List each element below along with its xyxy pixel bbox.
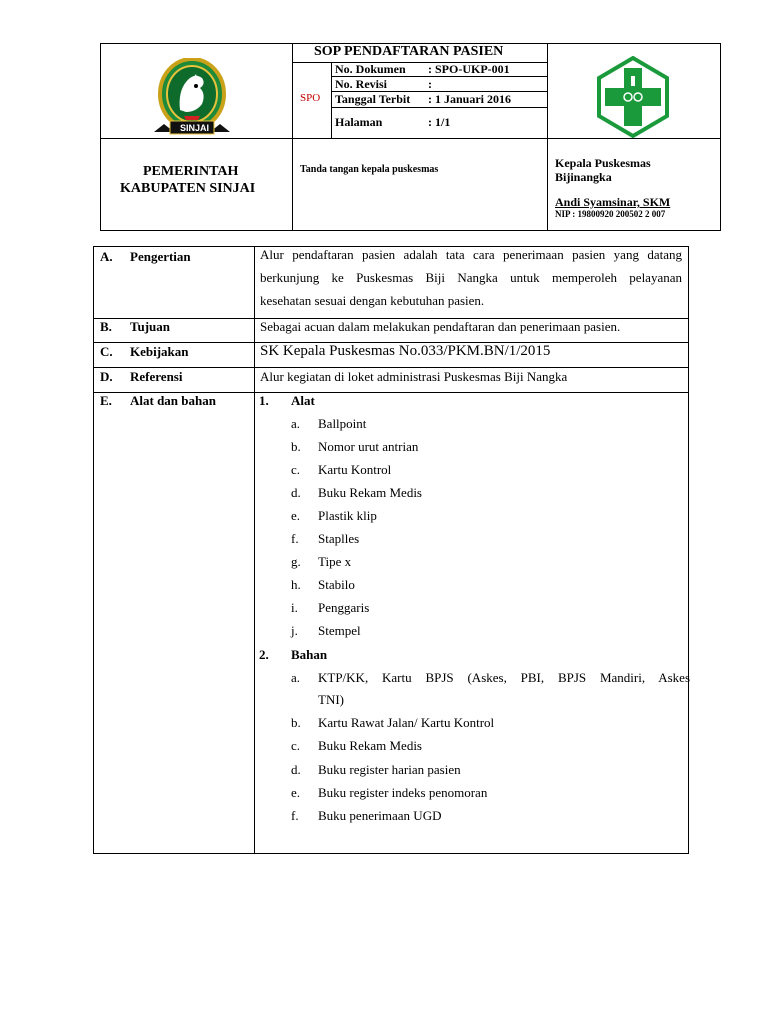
meta-value: : 1 Januari 2016: [428, 92, 512, 106]
text-line: berkunjung ke Puskesmas Biji Nangka untuk memperoleh pelayanan: [260, 270, 682, 285]
kebijakan-text: SK Kepala Puskesmas No.033/PKM.BN/1/2015: [260, 343, 551, 359]
section-letter: E.: [100, 393, 112, 408]
head-title-line-2: Bijinangka: [555, 170, 612, 184]
list-item: Penggaris: [318, 600, 370, 615]
list-item-letter: e.: [291, 508, 301, 523]
list-item: Buku register harian pasien: [318, 762, 461, 777]
section-letter: D.: [100, 369, 113, 384]
list-item-letter: c.: [291, 462, 301, 477]
sinjai-logo: [150, 58, 234, 140]
tujuan-text: Sebagai acuan dalam melakukan pendaftaran dan penerimaan pasien.: [260, 319, 621, 334]
spo-label: SPO: [300, 92, 321, 104]
list-number: 1.: [259, 393, 269, 408]
list-item: Plastik klip: [318, 508, 377, 523]
list-item: Buku register indeks penomoran: [318, 785, 488, 800]
list-item-letter: c.: [291, 738, 301, 753]
page-title: SOP PENDAFTARAN PASIEN: [314, 44, 504, 59]
divider: [94, 367, 688, 368]
list-number: 2.: [259, 647, 269, 662]
list-item-continuation: TNI): [318, 692, 344, 707]
meta-value: :: [428, 77, 432, 91]
section-title: Referensi: [130, 369, 183, 384]
text-line: kesehatan sesuai dengan kebutuhan pasien.: [260, 293, 485, 308]
list-item: Kartu Kontrol: [318, 462, 392, 477]
list-item-letter: g.: [291, 554, 301, 569]
section-title: Kebijakan: [130, 344, 189, 359]
section-title: Tujuan: [130, 319, 170, 334]
list-item-letter: a.: [291, 670, 301, 685]
list-item: Buku Rekam Medis: [318, 738, 422, 753]
divider: [331, 107, 547, 108]
signature-label: Tanda tangan kepala puskesmas: [300, 164, 439, 175]
government-line-1: PEMERINTAH: [143, 164, 239, 179]
logo-text: SINJAI: [180, 123, 210, 133]
list-item: KTP/KK, Kartu BPJS (Askes, PBI, BPJS Mandiri, Askes: [318, 670, 690, 685]
head-title-line-1: Kepala Puskesmas: [555, 156, 651, 170]
list-item: Stempel: [318, 623, 361, 638]
list-item-letter: a.: [291, 416, 301, 431]
meta-label: Tanggal Terbit: [335, 92, 411, 106]
meta-value: : 1/1: [428, 115, 451, 129]
section-title: Pengertian: [130, 249, 191, 264]
section-letter: B.: [100, 319, 112, 334]
head-nip: NIP : 19800920 200502 2 007: [555, 209, 666, 219]
meta-label: Halaman: [335, 115, 383, 129]
section-title: Alat dan bahan: [130, 393, 216, 408]
list-item-letter: j.: [291, 623, 298, 638]
list-item-letter: f.: [291, 808, 299, 823]
list-item: Ballpoint: [318, 416, 367, 431]
list-item: Tipe x: [318, 554, 352, 569]
divider: [331, 62, 332, 139]
section-letter: A.: [100, 249, 113, 264]
list-item: Kartu Rawat Jalan/ Kartu Kontrol: [318, 715, 495, 730]
referensi-text: Alur kegiatan di loket administrasi Puskesmas Biji Nangka: [260, 369, 568, 384]
pengertian-text: [260, 243, 682, 312]
list-heading: Alat: [291, 393, 315, 408]
list-heading: Bahan: [291, 647, 328, 662]
list-item: Buku Rekam Medis: [318, 485, 422, 500]
list-item-letter: i.: [291, 600, 298, 615]
text-line: Alur pendaftaran pasien adalah tata cara penerimaan pasien yang datang: [260, 247, 682, 262]
list-item: Nomor urut antrian: [318, 439, 419, 454]
meta-value: : SPO-UKP-001: [428, 62, 510, 76]
puskesmas-cross-logo: [595, 56, 671, 138]
meta-label: No. Dokumen: [335, 62, 406, 76]
list-item-letter: d.: [291, 762, 301, 777]
list-item-letter: b.: [291, 715, 301, 730]
government-line-2: KABUPATEN SINJAI: [120, 181, 256, 196]
list-item: Buku penerimaan UGD: [318, 808, 442, 823]
list-item-letter: d.: [291, 485, 301, 500]
meta-label: No. Revisi: [335, 77, 387, 91]
list-item-letter: f.: [291, 531, 299, 546]
list-item-letter: e.: [291, 785, 301, 800]
list-item: Staplles: [318, 531, 360, 546]
list-item-letter: b.: [291, 439, 301, 454]
list-item: Stabilo: [318, 577, 355, 592]
section-letter: C.: [100, 344, 113, 359]
head-name: Andi Syamsinar, SKM: [555, 195, 671, 209]
divider: [254, 247, 255, 853]
list-item-letter: h.: [291, 577, 301, 592]
